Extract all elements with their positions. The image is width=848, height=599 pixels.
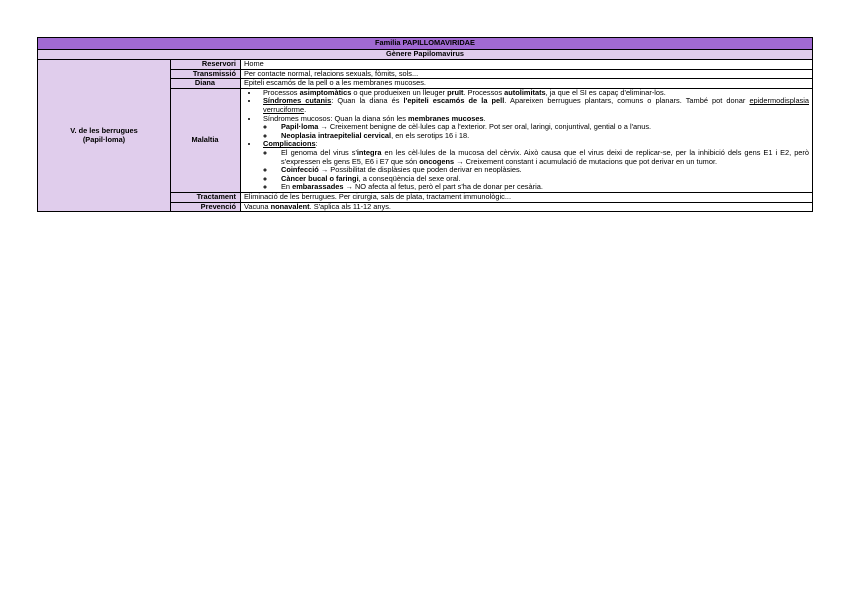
row-label-malaltia: Malaltia: [171, 88, 241, 192]
row-value-transmissio: Per contacte normal, relacions sexuals, fòmits, sols...: [241, 69, 813, 79]
list-item: ◦ Neoplasia intraepitelial cervical, en els serotips 16 i 18.: [275, 132, 809, 141]
row-label-prevencio: Prevenció: [171, 202, 241, 212]
table-row: [38, 60, 813, 70]
row-value-diana: Epiteli escamós de la pell o a les membranes mucoses.: [241, 79, 813, 89]
sublist: [263, 149, 809, 192]
row-value-tractament: Eliminació de les berrugues. Per cirurgia, sals de plata, tractament immunològic...: [241, 192, 813, 202]
row-label-diana: Diana: [171, 79, 241, 89]
sublist: [263, 123, 809, 140]
genus-header-row: [38, 50, 813, 60]
family-title: Familia PAPILLOMAVIRIDAE: [38, 38, 813, 50]
species-alt-name: (Papil·loma): [82, 134, 126, 144]
row-label-reservori: Reservori: [171, 60, 241, 70]
list-item: • Complicacions: ◦ El genoma del virus s'integra en les cèl·lules de la mucosa del cèrvix. Això causa que el virus deixi de replicar-se, per la inhibició dels gens E1 i E2, però s'expressen els gens E5, E6 i E7 que són oncogens → Creixement constant i acumulació de mutacions que pot derivar en un tumor. ◦ Coinfecció → Possibilitat de displàsies que poden derivar en neoplàsies. ◦ Càncer bucal o faringi, a conseqüència del sexe oral. ◦ En embarassades → NO afecta al fetus, però el part s'ha de donar per cesària.: [259, 140, 809, 192]
species-name: V. de les berrugues: [70, 125, 138, 135]
list-item: ◦ Coinfecció → Possibilitat de displàsies que poden derivar en neoplàsies.: [275, 166, 809, 175]
row-value-malaltia: [241, 88, 813, 192]
list-item: • Síndromes cutanis: Quan la diana és l'epiteli escamós de la pell. Apareixen berrugues plantars, comuns o planars. També pot donar epidermodisplasia verruciforme.: [259, 97, 809, 114]
species-cell: [38, 60, 171, 212]
list-item: ◦ Càncer bucal o faringi, a conseqüència del sexe oral.: [275, 175, 809, 184]
family-header-row: [38, 38, 813, 50]
list-item: • Processos asimptomàtics o que produeixen un lleuger pruït. Processos autolimitats, ja que el SI es capaç d'eliminar-los.: [259, 89, 809, 98]
row-label-tractament: Tractament: [171, 192, 241, 202]
list-item: ◦ El genoma del virus s'integra en les cèl·lules de la mucosa del cèrvix. Això causa que el virus deixi de replicar-se, per la inhibició dels gens E1 i E2, però s'expressen els gens E5, E6 i E7 que són oncogens → Creixement constant i acumulació de mutacions que pot derivar en un tumor.: [275, 149, 809, 166]
row-label-transmissio: Transmissió: [171, 69, 241, 79]
row-value-prevencio: Vacuna nonavalent. S'aplica als 11-12 anys.: [241, 202, 813, 212]
list-item: • Síndromes mucosos: Quan la diana són les membranes mucoses. ◦ Papil·loma → Creixement benigne de cèl·lules cap a l'exterior. Pot ser oral, laringi, conjuntival, gential o a l'anus. ◦ Neoplasia intraepitelial cervical, en els serotips 16 i 18.: [259, 115, 809, 141]
list-item: ◦ En embarassades → NO afecta al fetus, però el part s'ha de donar per cesària.: [275, 183, 809, 192]
virus-table: [37, 37, 813, 212]
list-item: ◦ Papil·loma → Creixement benigne de cèl·lules cap a l'exterior. Pot ser oral, laringi, conjuntival, gential o a l'anus.: [275, 123, 809, 132]
malaltia-list: [244, 89, 809, 192]
genus-title: Gènere Papilomavirus: [38, 50, 813, 60]
row-value-reservori: Home: [241, 60, 813, 70]
